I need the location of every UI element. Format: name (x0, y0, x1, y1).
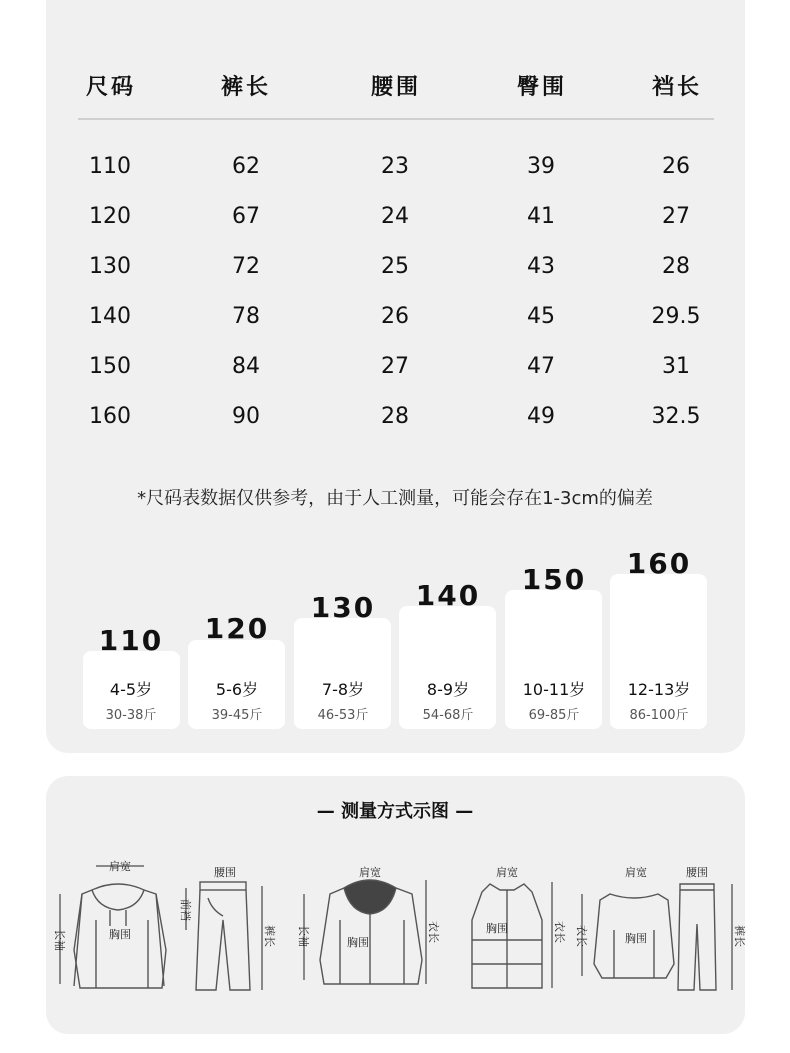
cell: 72 (232, 254, 260, 279)
front-rise-label: 前裆 (179, 899, 192, 921)
pants-measure-figure (178, 860, 276, 1000)
cell: 24 (381, 204, 409, 229)
cell: 84 (232, 354, 260, 379)
cell: 25 (381, 254, 409, 279)
waist-label: 腰围 (686, 866, 708, 879)
cell: 67 (232, 204, 260, 229)
chest-label: 胸围 (486, 922, 508, 935)
cell: 39 (527, 154, 555, 179)
cell: 27 (381, 354, 409, 379)
shoulder-label: 肩宽 (109, 860, 131, 873)
hoodie-measure-figure (52, 860, 172, 1000)
cell: 41 (527, 204, 555, 229)
pants-length-label: 裤长 (263, 925, 276, 947)
cell: 43 (527, 254, 555, 279)
header-hip: 臀围 (516, 75, 568, 100)
size-bar-label: 130 (310, 591, 376, 624)
disclaimer-note: *尺码表数据仅供参考，由于人工测量，可能会存在1-3cm的偏差 (137, 488, 653, 509)
header-waist: 腰围 (370, 75, 422, 100)
jacket-measure-figure (296, 860, 440, 1000)
cell: 26 (381, 304, 409, 329)
cell: 62 (232, 154, 260, 179)
sleeve-label: 长袖 (297, 925, 310, 947)
cell: 49 (527, 404, 555, 429)
size-bar-weight: 54-68斤 (422, 708, 474, 723)
size-bar-label: 110 (98, 624, 164, 657)
cell: 150 (89, 354, 131, 379)
cell: 120 (89, 204, 131, 229)
size-bar-label: 140 (415, 579, 481, 612)
cell: 23 (381, 154, 409, 179)
chest-label: 胸围 (109, 928, 131, 941)
cell: 160 (89, 404, 131, 429)
length-label: 衣长 (427, 921, 440, 943)
cell: 47 (527, 354, 555, 379)
size-bar-weight: 46-53斤 (317, 708, 369, 723)
cell: 78 (232, 304, 260, 329)
size-bar-weight: 86-100斤 (629, 708, 689, 723)
size-bar-label: 150 (521, 563, 587, 596)
size-bar-age: 10-11岁 (522, 680, 586, 699)
cell: 28 (381, 404, 409, 429)
set-measure-figure (574, 860, 744, 1000)
header-rise: 裆长 (651, 75, 703, 100)
size-bar-weight: 30-38斤 (105, 708, 157, 723)
chest-label: 胸围 (625, 932, 647, 945)
size-bar-age: 7-8岁 (321, 680, 365, 699)
length-label: 衣长 (575, 925, 588, 947)
cell: 140 (89, 304, 131, 329)
shoulder-label: 肩宽 (496, 866, 518, 879)
shoulder-label: 肩宽 (359, 866, 381, 879)
cell: 26 (662, 154, 690, 179)
cell: 45 (527, 304, 555, 329)
cell: 28 (662, 254, 690, 279)
size-bar-age: 4-5岁 (109, 680, 153, 699)
size-bar-age: 12-13岁 (627, 680, 691, 699)
header-size: 尺码 (85, 75, 137, 100)
size-bar-label: 120 (204, 612, 270, 645)
size-bar-weight: 39-45斤 (211, 708, 263, 723)
cell: 110 (89, 154, 131, 179)
header-divider (78, 118, 714, 120)
size-bar-label: 160 (626, 547, 692, 580)
header-pants-length: 裤长 (220, 75, 272, 100)
cell: 32.5 (651, 404, 701, 429)
waist-label: 腰围 (214, 866, 236, 879)
cell: 130 (89, 254, 131, 279)
cell: 90 (232, 404, 260, 429)
size-bar-weight: 69-85斤 (528, 708, 580, 723)
size-bar-age: 8-9岁 (426, 680, 470, 699)
measure-title: — 测量方式示图 — (316, 801, 474, 822)
vest-measure-figure (452, 860, 566, 1000)
cell: 27 (662, 204, 690, 229)
shoulder-label: 肩宽 (625, 866, 647, 879)
cell: 29.5 (651, 304, 701, 329)
pants-length-label: 裤长 (733, 925, 746, 947)
cell: 31 (662, 354, 690, 379)
size-bar-age: 5-6岁 (215, 680, 259, 699)
length-label: 衣长 (553, 921, 566, 943)
chest-label: 胸围 (347, 936, 369, 949)
sleeve-label: 长袖 (53, 929, 66, 951)
